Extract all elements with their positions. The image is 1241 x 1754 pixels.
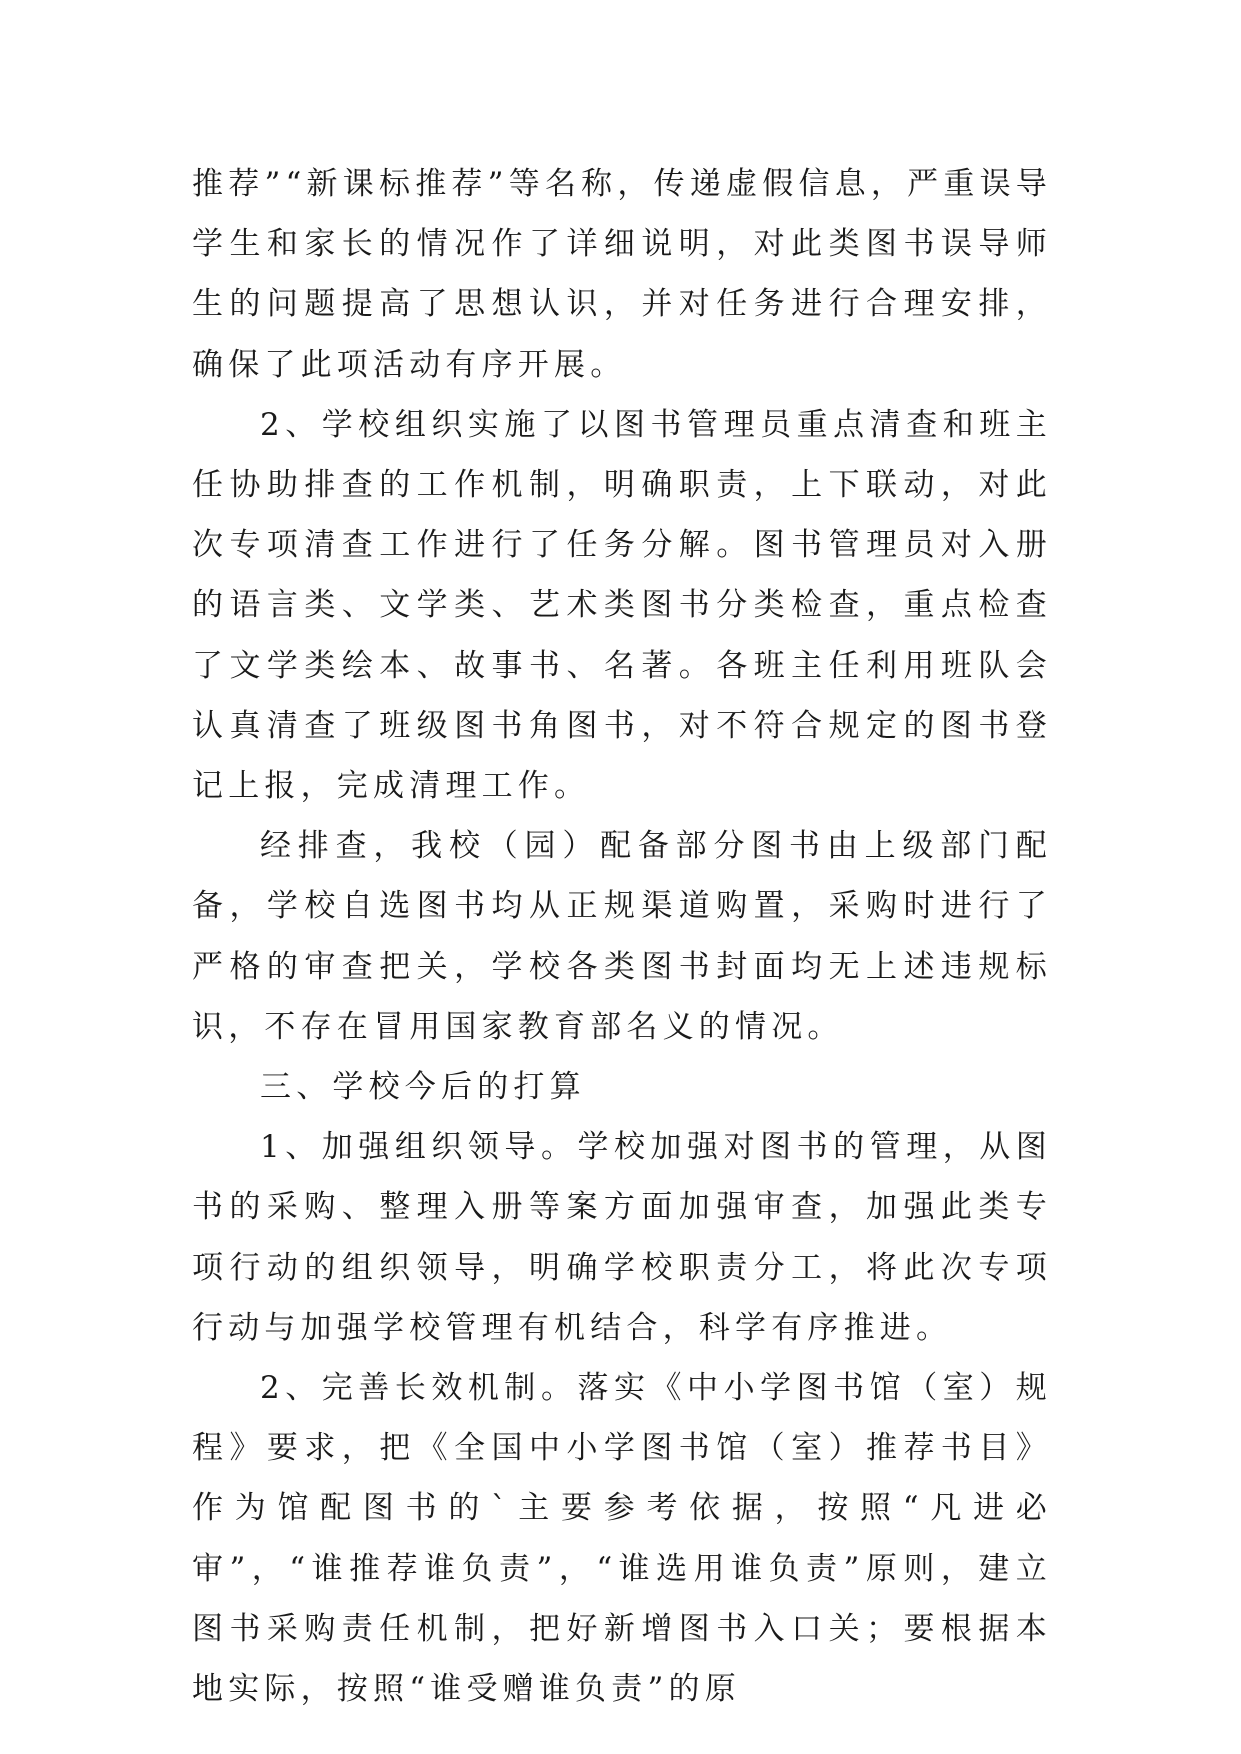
document-body [192,154,1052,1719]
paragraph-3: 经排查，我校（园）配备部分图书由上级部门配备，学校自选图书均从正规渠道购置，采购时进行了严格的审查把关，学校各类图书封面均无上述违规标识，不存在冒用国家教育部名义的情况。 [192,828,1052,1045]
section-heading: 三、学校今后的打算 [260,1069,586,1106]
paragraph-4: 1、加强组织领导。学校加强对图书的管理，从图书的采购、整理入册等案方面加强审查，加强此类专项行动的组织领导，明确学校职责分工，将此次专项行动与加强学校管理有机结合，科学有序推进。 [192,1129,1052,1346]
paragraph-2: 2、学校组织实施了以图书管理员重点清查和班主任协助排查的工作机制，明确职责，上下联动，对此次专项清查工作进行了任务分解。图书管理员对入册的语言类、文学类、艺术类图书分类检查，重点检查了文学类绘本、故事书、名著。各班主任利用班队会认真清查了班级图书角图书，对不符合规定的图书登记上报，完成清理工作。 [192,406,1052,805]
paragraph-1: 推荐”“新课标推荐”等名称，传递虚假信息，严重误导学生和家长的情况作了详细说明，对此类图书误导师生的问题提高了思想认识，并对任务进行合理安排，确保了此项活动有序开展。 [192,166,1052,383]
paragraph-5: 2、完善长效机制。落实《中小学图书馆（室）规程》要求，把《全国中小学图书馆（室）推荐书目》作为馆配图书的`主要参考依据，按照“凡进必审”，“谁推荐谁负责”，“谁选用谁负责”原则，建立图书采购责任机制，把好新增图书入口关；要根据本地实际，按照“谁受赠谁负责”的原 [192,1370,1052,1708]
